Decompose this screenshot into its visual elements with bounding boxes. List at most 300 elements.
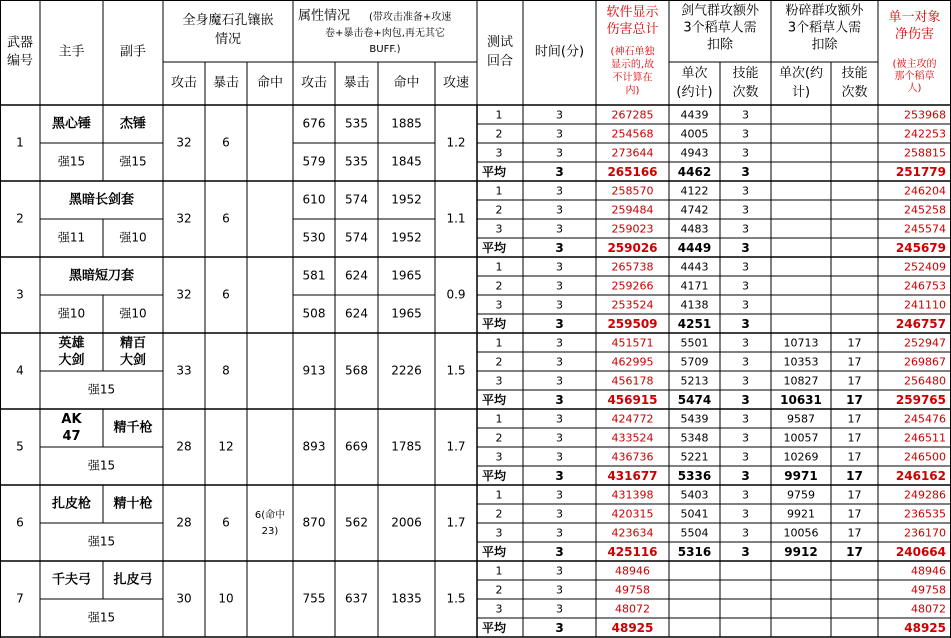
weapon-2-round-2-number: 2 <box>495 203 503 217</box>
weapon-6-round-2-number: 2 <box>495 507 503 521</box>
weapon-3-stone-crit: 6 <box>222 287 230 302</box>
weapon-4-round-3-sword-single: 5213 <box>680 374 709 388</box>
header-test-round-line-1: 测试 <box>486 35 514 50</box>
weapon-1-off-level: 强15 <box>119 154 147 169</box>
weapon-2-stone-crit: 6 <box>222 211 230 226</box>
weapon-6-main-hand-line-1: 扎皮枪 <box>51 496 92 512</box>
weapon-2-number: 2 <box>16 211 24 226</box>
weapon-2-attr-crit-2: 574 <box>345 230 368 245</box>
weapon-6-round-3-sword-count: 3 <box>742 526 749 540</box>
header-sword-qi-line-1: 剑气群攻额外 <box>680 3 760 19</box>
header-net-damage-line-1: 单一对象 <box>888 10 941 25</box>
weapon-5-round-1-shatter-single: 9587 <box>787 412 815 426</box>
weapon-5-round-3-software-total: 436736 <box>611 450 654 464</box>
header-attr-note-2: 卷+暴击卷+肉包,再无其它 <box>325 28 445 39</box>
weapon-6-round-1-sword-count: 3 <box>742 488 749 502</box>
weapon-6-round-2-sword-single: 5041 <box>680 507 709 521</box>
weapon-2-round-3-number: 3 <box>495 222 503 236</box>
weapon-6-round-1-software-total: 431398 <box>611 488 654 502</box>
weapon-3-round-3-sword-single: 4138 <box>680 298 709 312</box>
weapon-1-round-2-software-total: 254568 <box>611 127 654 141</box>
weapon-1-average-sword-single: 4462 <box>677 165 712 179</box>
weapon-5-stone-attack: 28 <box>176 439 192 454</box>
weapon-1-round-2-sword-single: 4005 <box>680 127 709 141</box>
header-main-hand: 主手 <box>58 44 85 60</box>
weapon-1-round-3-time: 3 <box>556 146 563 160</box>
weapon-6-round-2-shatter-single: 9921 <box>787 507 815 521</box>
weapon-4-round-1-sword-count: 3 <box>742 336 749 350</box>
weapon-4-off-hand-line-1: 精百 <box>119 336 147 351</box>
weapon-2-average-software-total: 259026 <box>607 241 658 255</box>
weapon-1-attack-speed: 1.2 <box>446 135 466 150</box>
subheader-shatter-count-line-2: 次数 <box>841 85 868 100</box>
weapon-3-round-1-software-total: 265738 <box>611 260 654 274</box>
weapon-3-main-level: 强10 <box>57 306 86 321</box>
weapon-1-round-1-sword-single: 4439 <box>680 108 709 122</box>
weapon-5-round-1-shatter-count: 17 <box>847 412 862 426</box>
weapon-5-average-shatter-single: 9971 <box>784 469 818 483</box>
header-magic-stone-line-1: 全身魔石孔镶嵌 <box>182 13 274 28</box>
weapon-1-round-3-sword-single: 4943 <box>680 146 709 160</box>
weapon-4-round-2-time: 3 <box>556 355 563 369</box>
weapon-2-round-1-sword-count: 3 <box>742 184 749 198</box>
weapon-6-round-1-time: 3 <box>556 488 563 502</box>
header-sword-qi-line-2: 3个稻草人需 <box>683 20 757 36</box>
weapon-3-round-3-time: 3 <box>556 298 563 312</box>
weapon-1-round-1-net: 253968 <box>904 108 946 122</box>
weapon-6-round-1-sword-single: 5403 <box>680 488 709 502</box>
weapon-5-off-hand-line-1: 精千枪 <box>113 420 153 436</box>
weapon-6-round-3-shatter-count: 17 <box>847 526 862 540</box>
weapon-6-average-time: 3 <box>555 545 564 559</box>
weapon-7-stone-crit: 10 <box>218 591 234 606</box>
weapon-6-stone-hit-line-2: 23) <box>261 526 279 537</box>
weapon-6-round-1-shatter-count: 17 <box>847 488 862 502</box>
weapon-6-number: 6 <box>16 515 24 530</box>
weapon-3-round-2-sword-count: 3 <box>742 279 749 293</box>
weapon-2-round-2-net: 245258 <box>904 203 946 217</box>
weapon-5-round-2-software-total: 433524 <box>611 431 654 445</box>
weapon-2-round-1-sword-single: 4122 <box>680 184 709 198</box>
weapon-5-round-3-shatter-single: 10269 <box>783 450 819 464</box>
weapon-5-round-1-time: 3 <box>556 412 563 426</box>
weapon-4-average-time: 3 <box>555 393 564 407</box>
weapon-2-round-1-software-total: 258570 <box>611 184 654 198</box>
weapon-2-attr-hit-2: 1952 <box>391 230 422 245</box>
weapon-1-round-3-software-total: 273644 <box>611 146 654 160</box>
weapon-5-round-3-sword-count: 3 <box>742 450 749 464</box>
weapon-5-round-3-time: 3 <box>556 450 563 464</box>
weapon-1-average-label: 平均 <box>482 165 507 179</box>
weapon-6-round-1-shatter-single: 9759 <box>787 488 815 502</box>
weapon-1-main-hand-line-1: 黑心锤 <box>51 116 92 132</box>
weapon-1-off-hand-line-1: 杰锤 <box>119 116 147 132</box>
weapon-3-attr-crit-2: 624 <box>345 306 368 321</box>
weapon-3-round-3-net: 241110 <box>904 298 946 312</box>
weapon-4-round-2-software-total: 462995 <box>611 355 654 369</box>
weapon-2-round-1-time: 3 <box>556 184 563 198</box>
weapon-4-stone-crit: 8 <box>222 363 230 378</box>
weapon-1-attr-hit-2: 1845 <box>391 154 422 169</box>
weapon-2-attr-hit-1: 1952 <box>391 192 422 207</box>
weapon-5-round-2-sword-single: 5348 <box>680 431 709 445</box>
weapon-7-round-3-time: 3 <box>556 602 563 616</box>
weapon-5-round-2-time: 3 <box>556 431 563 445</box>
header-shatter-line-2: 3个稻草人需 <box>787 20 862 36</box>
subheader-shatter-count-line-1: 技能 <box>841 66 868 81</box>
weapon-4-round-3-time: 3 <box>556 374 563 388</box>
header-net-note-line-1: (被主攻的 <box>892 59 937 70</box>
weapon-2-average-sword-count: 3 <box>741 241 750 255</box>
weapon-3-round-2-number: 2 <box>495 279 503 293</box>
weapon-4-attr-hit: 2226 <box>391 363 422 378</box>
weapon-6-round-3-software-total: 423634 <box>611 526 654 540</box>
weapon-3-round-1-net: 252409 <box>904 260 946 274</box>
weapon-4-average-shatter-count: 17 <box>846 393 863 407</box>
weapon-4-round-3-number: 3 <box>495 374 503 388</box>
weapon-3-average-sword-count: 3 <box>741 317 750 331</box>
weapon-6-stone-attack: 28 <box>176 515 192 530</box>
weapon-3-attr-attack-2: 508 <box>302 306 326 321</box>
weapon-6-round-3-sword-single: 5504 <box>680 526 709 540</box>
weapon-3-attr-hit-1: 1965 <box>391 268 422 283</box>
weapon-3-round-2-net: 246753 <box>904 279 946 293</box>
weapon-5-round-1-number: 1 <box>495 412 503 426</box>
weapon-3-average-time: 3 <box>555 317 564 331</box>
weapon-5-average-sword-single: 5336 <box>677 469 712 483</box>
weapon-1-stone-attack: 32 <box>176 135 192 150</box>
weapon-4-attack-speed: 1.5 <box>446 363 466 378</box>
header-weapon-no-line-2: 编号 <box>6 53 34 69</box>
weapon-1-attr-hit-1: 1885 <box>391 116 422 131</box>
weapon-1-round-2-number: 2 <box>495 127 503 141</box>
weapon-2-main-hand: 黑暗长剑套 <box>68 192 135 208</box>
weapon-4-round-1-net: 252947 <box>904 336 946 350</box>
weapon-3-average-software-total: 259509 <box>607 317 658 331</box>
weapon-1-round-3-number: 3 <box>495 146 503 160</box>
weapon-2-attr-crit-1: 574 <box>345 192 368 207</box>
weapon-6-round-2-net: 236535 <box>904 507 946 521</box>
weapon-1-number: 1 <box>16 135 24 150</box>
weapon-3-attr-attack-1: 581 <box>302 268 326 283</box>
subheader-shatter-single-line-2: 计) <box>791 85 811 100</box>
weapon-7-level: 强15 <box>87 610 116 625</box>
weapon-5-round-2-shatter-single: 10057 <box>783 431 819 445</box>
weapon-1-round-2-sword-count: 3 <box>742 127 749 141</box>
weapon-7-round-1-time: 3 <box>556 564 563 578</box>
weapon-1-round-1-software-total: 267285 <box>611 108 654 122</box>
weapon-5-round-3-sword-single: 5221 <box>680 450 709 464</box>
subheader-attr-hit: 命中 <box>393 75 420 91</box>
weapon-1-round-2-time: 3 <box>556 127 563 141</box>
weapon-4-attr-crit: 568 <box>345 363 368 378</box>
weapon-5-attack-speed: 1.7 <box>446 439 466 454</box>
weapon-4-round-1-time: 3 <box>556 336 563 350</box>
weapon-7-attr-hit: 1835 <box>391 591 422 606</box>
weapon-1-average-time: 3 <box>555 165 564 179</box>
weapon-1-average-net: 251779 <box>895 165 946 179</box>
weapon-4-main-hand-line-2: 大剑 <box>58 353 85 368</box>
weapon-7-round-2-software-total: 49758 <box>615 583 650 597</box>
weapon-2-round-3-sword-count: 3 <box>742 222 749 236</box>
weapon-7-round-3-net: 48072 <box>911 602 946 616</box>
weapon-1-main-level: 强15 <box>57 154 86 169</box>
weapon-5-average-label: 平均 <box>482 469 507 483</box>
header-software-total-line-1: 软件显示 <box>606 5 659 20</box>
weapon-5-average-software-total: 431677 <box>607 469 658 483</box>
weapon-3-stone-attack: 32 <box>176 287 192 302</box>
weapon-5-main-hand-line-1: AK <box>61 412 82 427</box>
weapon-1-attr-attack-2: 579 <box>302 154 326 169</box>
subheader-sword-single-line-1: 单次 <box>681 66 708 81</box>
weapon-2-average-label: 平均 <box>482 241 507 255</box>
weapon-6-round-3-shatter-single: 10056 <box>783 526 819 540</box>
subheader-attr-speed: 攻速 <box>442 75 470 91</box>
weapon-6-round-2-sword-count: 3 <box>742 507 749 521</box>
weapon-5-round-3-shatter-count: 17 <box>847 450 862 464</box>
weapon-3-round-2-sword-single: 4171 <box>680 279 709 293</box>
weapon-5-round-1-sword-single: 5439 <box>680 412 709 426</box>
header-off-hand: 副手 <box>119 44 147 60</box>
weapon-5-round-3-number: 3 <box>495 450 503 464</box>
weapon-2-main-level: 强11 <box>57 230 86 245</box>
weapon-3-average-sword-single: 4251 <box>677 317 712 331</box>
weapon-7-average-software-total: 48925 <box>611 621 654 635</box>
weapon-6-round-1-number: 1 <box>495 488 503 502</box>
weapon-7-average-label: 平均 <box>482 621 507 635</box>
header-shatter-line-3: 扣除 <box>811 37 838 53</box>
header-software-note-line-4: 内) <box>625 85 640 97</box>
weapon-4-round-1-software-total: 451571 <box>611 336 654 350</box>
weapon-7-attack-speed: 1.5 <box>446 591 466 606</box>
subheader-stone-attack: 攻击 <box>170 75 198 91</box>
subheader-stone-hit: 命中 <box>256 75 284 91</box>
weapon-7-round-3-software-total: 48072 <box>615 602 650 616</box>
weapon-7-attr-crit: 637 <box>345 591 368 606</box>
weapon-7-round-1-net: 48946 <box>911 564 946 578</box>
header-magic-stone-line-2: 情况 <box>214 32 242 47</box>
weapon-5-average-net: 246162 <box>895 469 946 483</box>
header-net-damage-line-2: 净伤害 <box>894 27 935 42</box>
weapon-2-attr-attack-1: 610 <box>302 192 326 207</box>
weapon-6-stone-crit: 6 <box>222 515 230 530</box>
weapon-2-average-time: 3 <box>555 241 564 255</box>
weapon-2-round-3-time: 3 <box>556 222 563 236</box>
weapon-6-attr-hit: 2006 <box>391 515 422 530</box>
weapon-4-round-2-sword-count: 3 <box>742 355 749 369</box>
weapon-7-round-2-number: 2 <box>495 583 503 597</box>
weapon-6-round-3-time: 3 <box>556 526 563 540</box>
weapon-5-round-3-net: 246500 <box>904 450 946 464</box>
weapon-3-round-1-time: 3 <box>556 260 563 274</box>
weapon-3-round-2-software-total: 259266 <box>611 279 654 293</box>
header-net-note-line-3: 人) <box>907 83 922 94</box>
weapon-5-round-2-shatter-count: 17 <box>847 431 862 445</box>
weapon-6-average-label: 平均 <box>482 545 507 559</box>
weapon-2-round-2-software-total: 259484 <box>611 203 654 217</box>
weapon-6-level: 强15 <box>87 534 116 549</box>
weapon-7-round-2-net: 49758 <box>911 583 946 597</box>
weapon-2-round-1-net: 246204 <box>904 184 946 198</box>
weapon-3-off-level: 强10 <box>119 306 147 321</box>
weapon-5-level: 强15 <box>87 458 116 473</box>
weapon-5-average-sword-count: 3 <box>741 469 750 483</box>
weapon-6-attr-attack: 870 <box>302 515 326 530</box>
weapon-1-attr-crit-1: 535 <box>345 116 368 131</box>
weapon-5-round-1-net: 245476 <box>904 412 946 426</box>
weapon-1-attr-crit-2: 535 <box>345 154 368 169</box>
weapon-7-round-3-number: 3 <box>495 602 503 616</box>
weapon-1-attr-attack-1: 676 <box>302 116 326 131</box>
weapon-6-average-software-total: 425116 <box>607 545 658 559</box>
weapon-2-round-2-sword-single: 4742 <box>680 203 709 217</box>
weapon-1-round-3-net: 258815 <box>904 146 946 160</box>
weapon-7-average-net: 48925 <box>904 621 946 635</box>
weapon-5-average-time: 3 <box>555 469 564 483</box>
weapon-4-average-label: 平均 <box>482 393 507 407</box>
header-attr-note-3: BUFF.) <box>369 44 401 55</box>
weapon-6-attack-speed: 1.7 <box>446 515 466 530</box>
subheader-attr-attack: 攻击 <box>300 75 328 91</box>
header-weapon-no-line-1: 武器 <box>6 35 34 51</box>
weapon-1-average-sword-count: 3 <box>741 165 750 179</box>
weapon-5-round-2-number: 2 <box>495 431 503 445</box>
weapon-2-off-level: 强10 <box>119 230 147 245</box>
weapon-3-round-3-number: 3 <box>495 298 503 312</box>
weapon-3-round-2-time: 3 <box>556 279 563 293</box>
weapon-6-average-net: 240664 <box>895 545 946 559</box>
weapon-5-main-hand-line-2: 47 <box>62 429 81 444</box>
weapon-3-attr-hit-2: 1965 <box>391 306 422 321</box>
weapon-4-round-2-shatter-single: 10353 <box>783 355 819 369</box>
weapon-7-attr-attack: 755 <box>302 591 326 606</box>
weapon-4-main-hand-line-1: 英雄 <box>58 336 85 351</box>
weapon-7-round-2-time: 3 <box>556 583 563 597</box>
weapon-4-number: 4 <box>16 363 24 378</box>
weapon-5-attr-crit: 669 <box>345 439 368 454</box>
weapon-3-main-hand: 黑暗短刀套 <box>68 268 135 284</box>
weapon-2-round-1-number: 1 <box>495 184 503 198</box>
weapon-1-round-1-number: 1 <box>495 108 503 122</box>
weapon-4-average-sword-single: 5474 <box>677 393 712 407</box>
weapon-4-average-net: 259765 <box>895 393 946 407</box>
weapon-3-round-1-sword-single: 4443 <box>680 260 709 274</box>
weapon-2-round-2-sword-count: 3 <box>742 203 749 217</box>
weapon-5-round-1-sword-count: 3 <box>742 412 749 426</box>
weapon-4-round-3-software-total: 456178 <box>611 374 654 388</box>
weapon-5-attr-hit: 1785 <box>391 439 422 454</box>
weapon-3-number: 3 <box>16 287 24 302</box>
weapon-7-round-1-software-total: 48946 <box>615 564 650 578</box>
weapon-1-round-1-sword-count: 3 <box>742 108 749 122</box>
weapon-4-average-software-total: 456915 <box>607 393 658 407</box>
weapon-3-round-1-number: 1 <box>495 260 503 274</box>
weapon-4-average-sword-count: 3 <box>741 393 750 407</box>
weapon-3-average-label: 平均 <box>482 317 507 331</box>
weapon-2-average-sword-single: 4449 <box>677 241 712 255</box>
weapon-2-round-3-software-total: 259023 <box>611 222 654 236</box>
weapon-4-round-1-sword-single: 5501 <box>680 336 709 350</box>
weapon-3-round-3-software-total: 253524 <box>611 298 654 312</box>
header-shatter-line-1: 粉碎群攻额外 <box>785 3 864 19</box>
weapon-5-round-2-sword-count: 3 <box>742 431 749 445</box>
weapon-4-attr-attack: 913 <box>302 363 326 378</box>
weapon-4-round-1-shatter-count: 17 <box>847 336 862 350</box>
weapon-3-round-3-sword-count: 3 <box>742 298 749 312</box>
weapon-5-round-2-net: 246511 <box>904 431 946 445</box>
weapon-2-stone-attack: 32 <box>176 211 192 226</box>
weapon-6-round-2-time: 3 <box>556 507 563 521</box>
weapon-4-round-3-shatter-single: 10827 <box>783 374 819 388</box>
weapon-7-off-hand-line-1: 扎皮弓 <box>113 572 153 588</box>
header-software-note-line-3: 不计算在 <box>612 72 653 84</box>
weapon-1-round-1-time: 3 <box>556 108 563 122</box>
weapon-6-average-sword-single: 5316 <box>677 545 712 559</box>
weapon-6-average-shatter-single: 9912 <box>784 545 818 559</box>
weapon-7-number: 7 <box>16 591 24 606</box>
weapon-4-level: 强15 <box>87 382 116 397</box>
subheader-sword-count-line-1: 技能 <box>732 66 759 81</box>
weapon-2-round-3-net: 245574 <box>904 222 946 236</box>
weapon-6-stone-hit-line-1: 6(命中 <box>254 510 286 521</box>
weapon-7-stone-attack: 30 <box>176 591 192 606</box>
weapon-4-stone-attack: 33 <box>176 363 192 378</box>
weapon-6-average-shatter-count: 17 <box>846 545 863 559</box>
header-attr-note-1: (带攻击准备+攻速 <box>369 12 452 23</box>
weapon-4-round-1-number: 1 <box>495 336 503 350</box>
weapon-2-round-3-sword-single: 4483 <box>680 222 709 236</box>
weapon-1-round-3-sword-count: 3 <box>742 146 749 160</box>
weapon-4-round-1-shatter-single: 10713 <box>783 336 819 350</box>
header-software-total-line-2: 伤害总计 <box>606 22 659 37</box>
weapon-6-round-1-net: 249286 <box>904 488 946 502</box>
header-time-min: 时间(分) <box>534 44 585 60</box>
weapon-1-stone-crit: 6 <box>222 135 230 150</box>
weapon-2-average-net: 245679 <box>895 241 946 255</box>
weapon-4-round-2-net: 269867 <box>904 355 946 369</box>
subheader-attr-crit: 暴击 <box>343 75 370 91</box>
weapon-4-round-3-sword-count: 3 <box>742 374 749 388</box>
weapon-4-round-2-shatter-count: 17 <box>847 355 862 369</box>
weapon-2-attack-speed: 1.1 <box>446 211 466 226</box>
weapon-6-attr-crit: 562 <box>345 515 368 530</box>
header-software-note-line-1: (神石单独 <box>610 46 655 58</box>
header-software-note-line-2: 显示的,故 <box>610 59 655 71</box>
weapon-3-round-1-sword-count: 3 <box>742 260 749 274</box>
weapon-4-round-3-net: 256480 <box>904 374 946 388</box>
weapon-6-round-3-number: 3 <box>495 526 503 540</box>
weapon-2-round-2-time: 3 <box>556 203 563 217</box>
weapon-5-stone-crit: 12 <box>218 439 234 454</box>
subheader-sword-single-line-2: (约计) <box>676 85 713 100</box>
subheader-stone-crit: 暴击 <box>212 75 240 91</box>
weapon-6-average-sword-count: 3 <box>741 545 750 559</box>
weapon-7-average-time: 3 <box>555 621 564 635</box>
header-net-note-line-2: 那个稻草 <box>894 71 935 82</box>
weapon-2-attr-attack-2: 530 <box>302 230 326 245</box>
weapon-5-attr-attack: 893 <box>302 439 326 454</box>
weapon-4-off-hand-line-2: 大剑 <box>119 353 147 368</box>
weapon-1-average-software-total: 265166 <box>607 165 658 179</box>
header-attr-title: 属性情况 <box>298 8 351 24</box>
weapon-6-round-2-shatter-count: 17 <box>847 507 862 521</box>
subheader-sword-count-line-2: 次数 <box>732 85 759 100</box>
weapon-3-attr-crit-1: 624 <box>345 268 368 283</box>
weapon-4-round-2-number: 2 <box>495 355 503 369</box>
subheader-shatter-single-line-1: 单次(约 <box>778 66 824 81</box>
weapon-5-average-shatter-count: 17 <box>846 469 863 483</box>
header-sword-qi-line-3: 扣除 <box>706 37 734 53</box>
